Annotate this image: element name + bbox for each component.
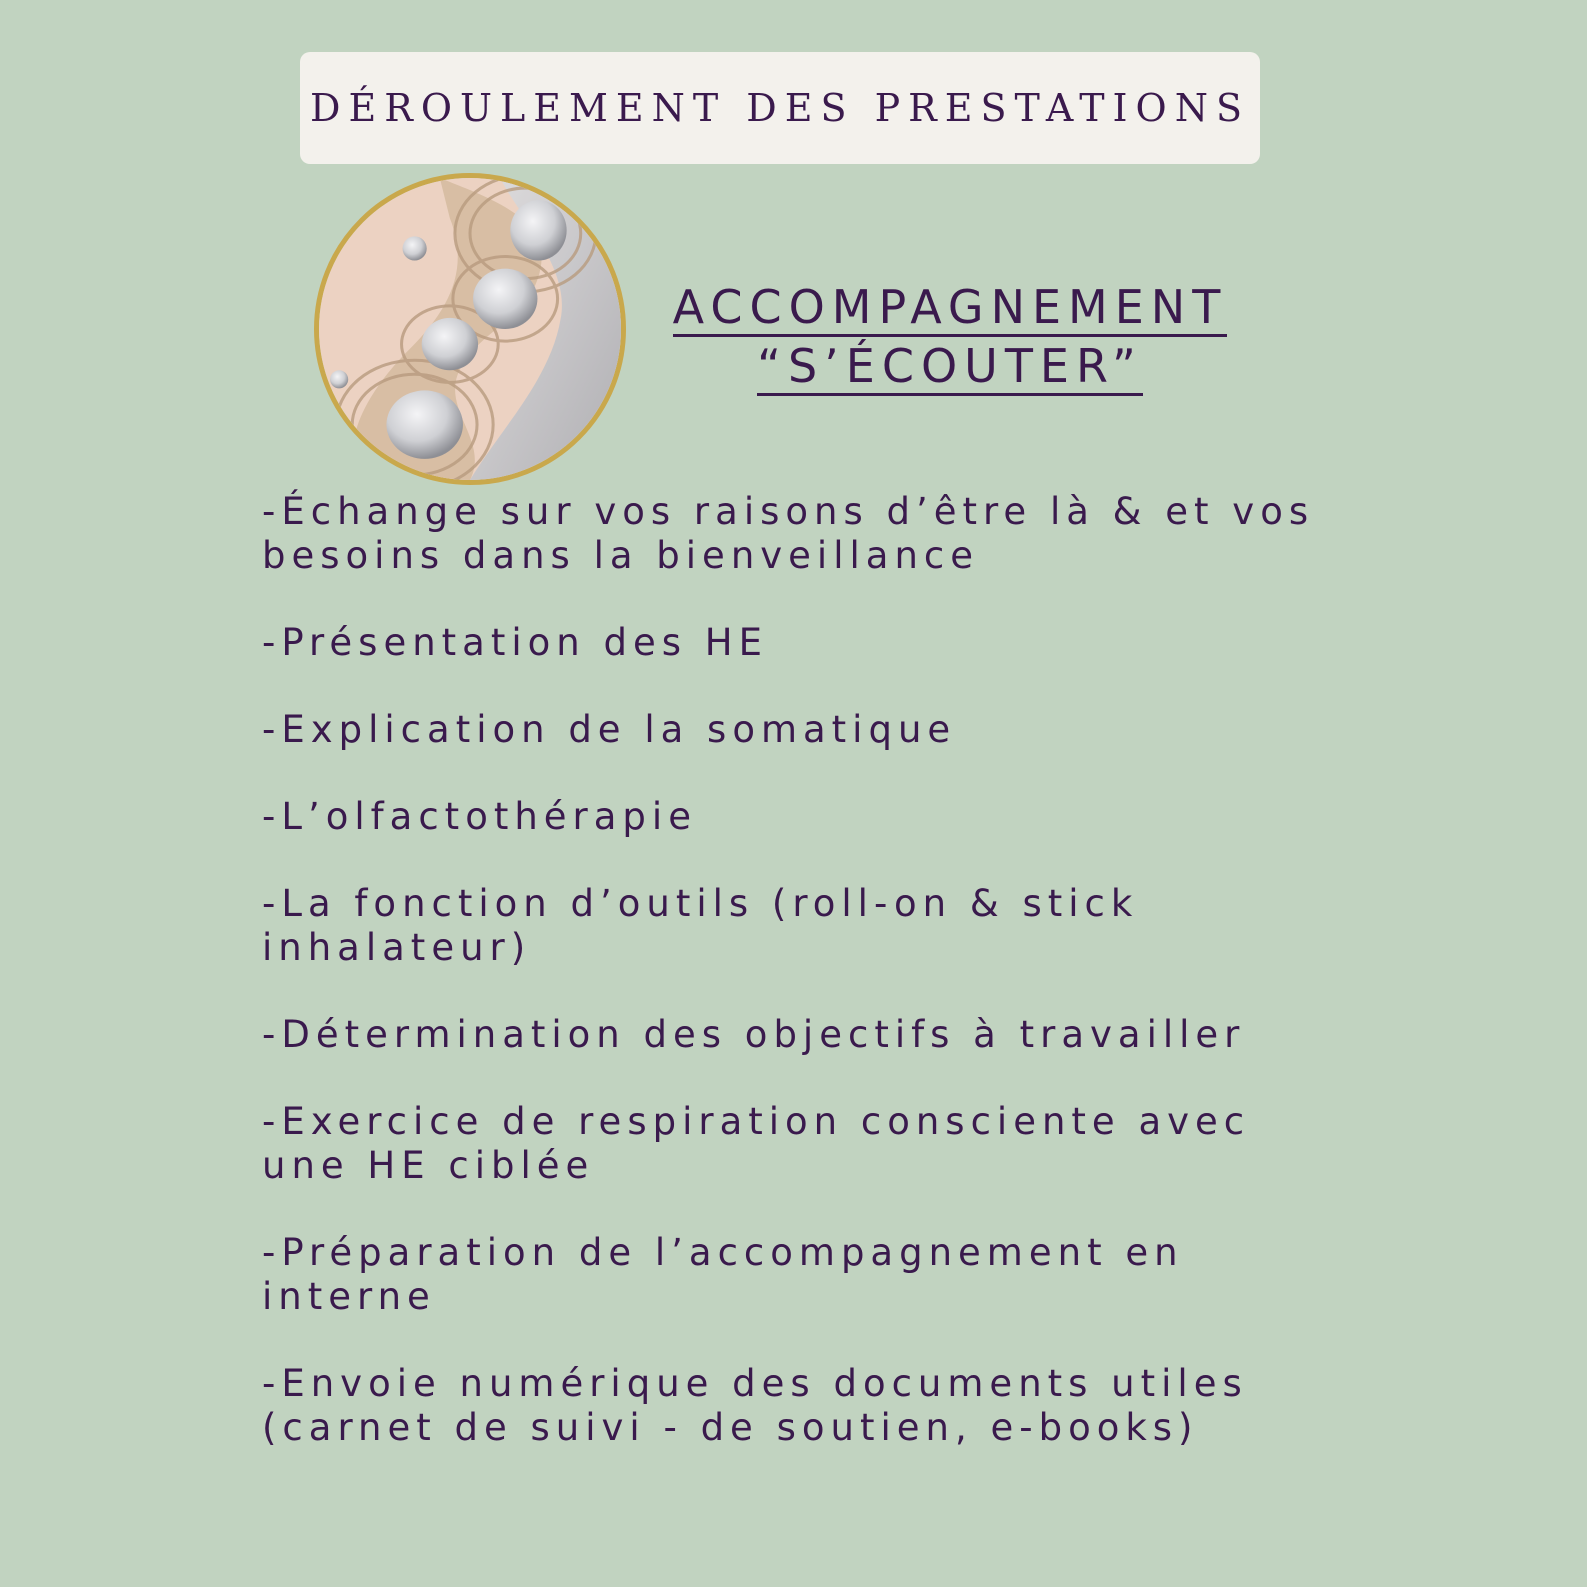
list-item: -La fonction d’outils (roll-on & stick inhalateur) bbox=[262, 882, 1139, 969]
steps-list bbox=[262, 490, 1322, 1493]
list-item: -Échange sur vos raisons d’être là & et vos besoins dans la bienveillance bbox=[262, 490, 1315, 577]
list-item: -Préparation de l’accompagnement en interne bbox=[262, 1231, 1184, 1318]
list-item: -Détermination des objectifs à travailler bbox=[262, 1013, 1246, 1056]
list-item: -Explication de la somatique bbox=[262, 708, 957, 751]
list-item: -L’olfactothérapie bbox=[262, 795, 697, 838]
service-title-line2: “S’ÉCOUTER” bbox=[757, 341, 1143, 396]
service-title bbox=[640, 278, 1260, 396]
list-item: -Présentation des HE bbox=[262, 621, 768, 664]
zen-stones-photo bbox=[314, 173, 626, 485]
list-item: -Exercice de respiration consciente avec une HE ciblée bbox=[262, 1100, 1251, 1187]
page-title: DÉROULEMENT DES PRESTATIONS bbox=[310, 86, 1250, 130]
list-item: -Envoie numérique des documents utiles (carnet de suivi - de soutien, e-books) bbox=[262, 1362, 1248, 1449]
zen-stones-illustration bbox=[319, 178, 621, 480]
service-title-line1: ACCOMPAGNEMENT bbox=[673, 282, 1228, 337]
header-banner bbox=[300, 52, 1260, 164]
